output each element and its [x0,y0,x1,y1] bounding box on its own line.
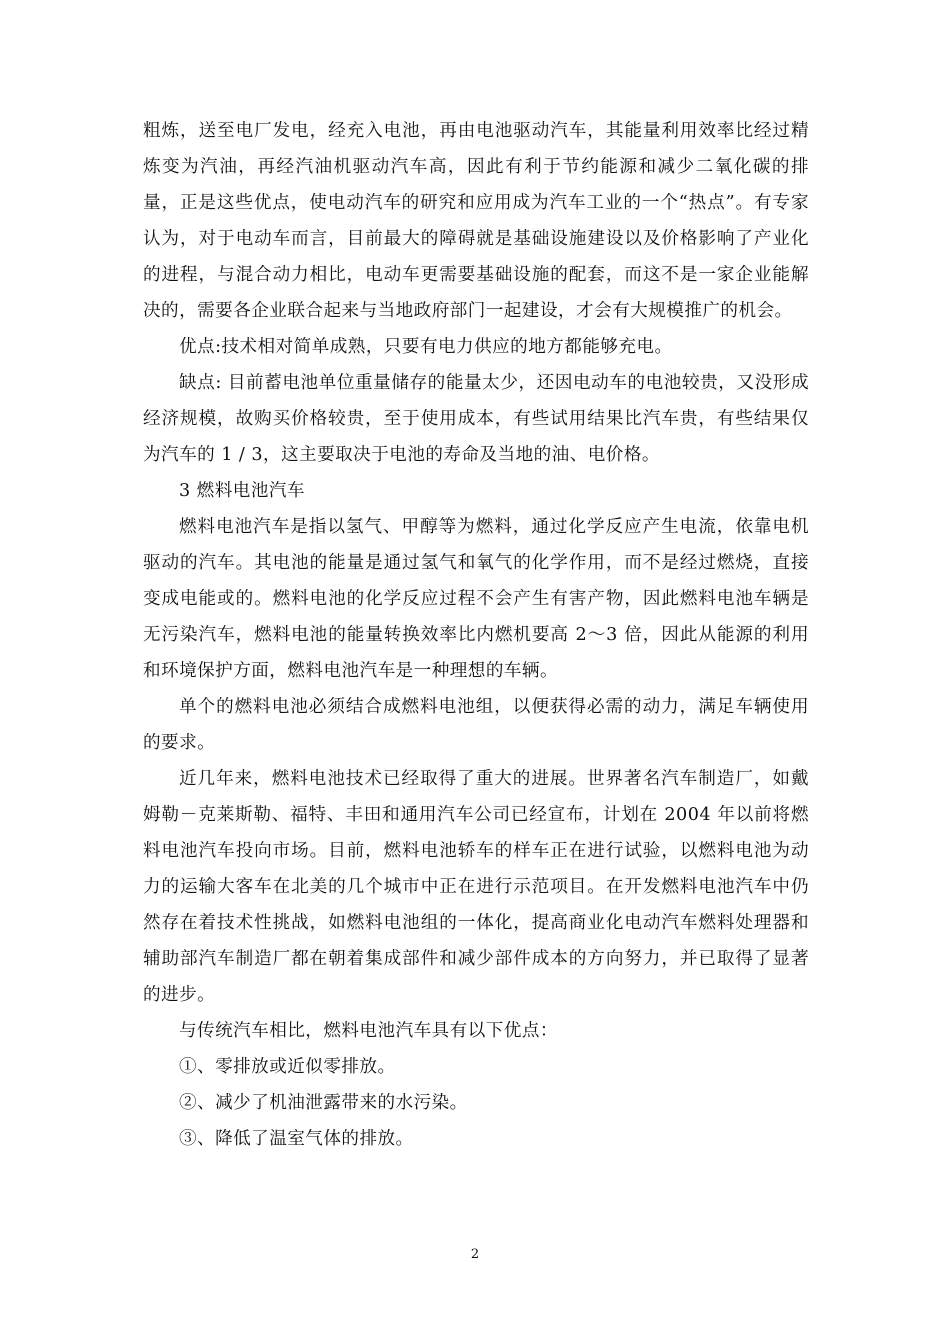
paragraph-fuel-cell-advantages-intro: 与传统汽车相比，燃料电池汽车具有以下优点： [179,1021,558,1041]
paragraph-fuel-cell-stack: 单个的燃料电池必须结合成燃料电池组，以便获得必需的动力，满足车辆使用的要求。 [143,697,809,753]
paragraph-fuel-cell-progress: 近几年来，燃料电池技术已经取得了重大的进展。世界著名汽车制造厂，如戴姆勒－克莱斯勒、福特、丰田和通用汽车公司已经宣布，计划在 2004 年以前将燃料电池汽车投向市场。目前，燃料电池轿车的样车正在进行试验，以燃料电池为动力的运输大客车在北美的几个城市中正在进行示范项目。在开发燃料电池汽车中仍然存在着技术性挑战，如燃料电池组的一体化，提高商业化电动汽车燃料处理器和辅助部汽车制造厂都在朝着集成部件和减少部件成本的方向努力，并已取得了显著的进步。 [143,769,809,1005]
list-item-zero-emission: ①、零排放或近似零排放。 [179,1057,396,1077]
section-heading-fuel-cell-vehicle: 3 燃料电池汽车 [179,481,305,501]
paragraph-fuel-cell-definition: 燃料电池汽车是指以氢气、甲醇等为燃料，通过化学反应产生电流，依靠电机驱动的汽车。其电池的能量是通过氢气和氧气的化学作用，而不是经过燃烧，直接变成电能或的。燃料电池的化学反应过程不会产生有害产物，因此燃料电池车辆是无污染汽车，燃料电池的能量转换效率比内燃机要高 2～3 倍，因此从能源的利用和环境保护方面，燃料电池汽车是一种理想的车辆。 [143,517,809,681]
paragraph-ev-cons: 缺点: 目前蓄电池单位重量储存的能量太少，还因电动车的电池较贵，又没形成经济规模，故购买价格较贵，至于使用成本，有些试用结果比汽车贵，有些结果仅为汽车的 1 / 3，这主要取决于电池的寿命及当地的油、电价格。 [143,373,809,465]
paragraph-electric-vehicle-advantages: 粗炼，送至电厂发电，经充入电池，再由电池驱动汽车，其能量利用效率比经过精炼变为汽油，再经汽油机驱动汽车高，因此有利于节约能源和减少二氧化碳的排量，正是这些优点，使电动汽车的研究和应用成为汽车工业的一个“热点”。有专家认为，对于电动车而言，目前最大的障碍就是基础设施建设以及价格影响了产业化的进程，与混合动力相比，电动车更需要基础设施的配套，而这不是一家企业能解决的，需要各企业联合起来与当地政府部门一起建设，才会有大规模推广的机会。 [143,121,809,321]
body-text [143,113,809,1157]
page-number: 2 [470,1247,480,1262]
paragraph-ev-pros: 优点:技术相对简单成熟，只要有电力供应的地方都能够充电。 [179,337,673,357]
list-item-lower-greenhouse-gas: ③、降低了温室气体的排放。 [179,1129,414,1149]
list-item-less-water-pollution: ②、减少了机油泄露带来的水污染。 [179,1093,468,1113]
